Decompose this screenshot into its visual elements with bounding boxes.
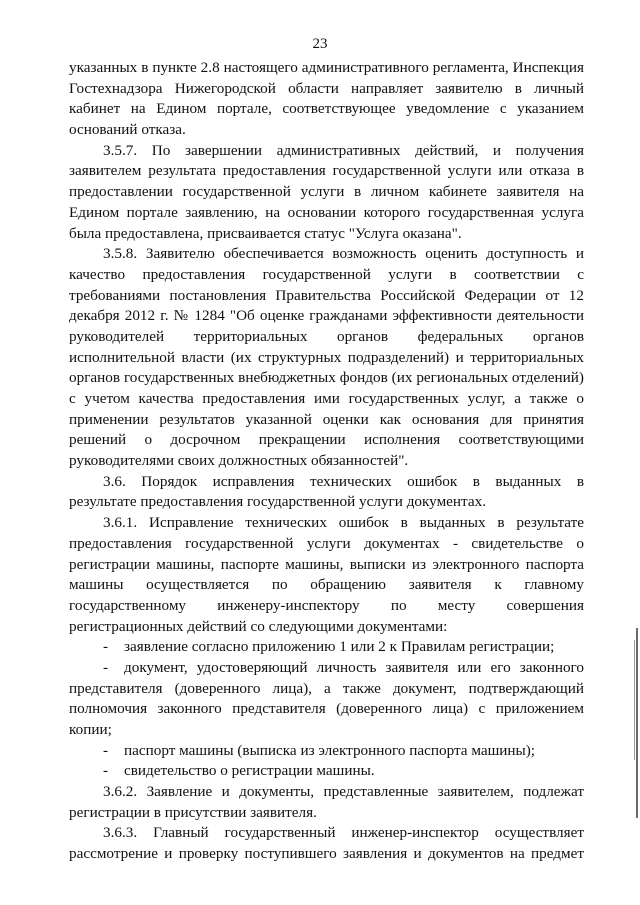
text-line: руководителями своих должностных обязанностей".	[69, 452, 409, 470]
text-line: кабинет на Едином портале, соответствующее уведомление с указанием	[69, 100, 584, 118]
text-line: требованиями постановления Правительства Российской Федерации от 12	[69, 286, 584, 304]
page-number: 23	[312, 36, 328, 52]
text-line: заявителем результата предоставления государственной услуги или отказа в	[69, 162, 584, 180]
bullet-dash: -	[103, 741, 109, 759]
paragraph-3-6-3	[69, 823, 584, 864]
text-line	[69, 761, 584, 782]
text-line: органов государственных внебюджетных фондов (их региональных отделений)	[69, 369, 584, 387]
bullet-item	[69, 741, 584, 762]
text-line: исполнительной власти (их структурных подразделений) и территориальных	[69, 348, 584, 366]
text-line: качество предоставления государственной услуги в соответствии с	[69, 265, 584, 283]
text-line: применении результатов указанной оценки как основания для принятия	[69, 410, 584, 428]
text-line: 3.6.3. Главный государственный инженер-инспектор осуществляет	[103, 824, 584, 842]
paragraph-3-6-2	[69, 782, 584, 823]
paragraph-3-5-8	[69, 244, 584, 472]
text-line: 3.6.2. Заявление и документы, представленные заявителем, подлежат	[103, 783, 584, 801]
text-line	[69, 637, 584, 658]
text-line: 3.5.8. Заявителю обеспечивается возможность оценить доступность и	[103, 245, 584, 263]
text-line: регистрационных действий со следующими документами:	[69, 617, 448, 635]
text-line	[69, 741, 584, 762]
bullet-text: документ, удостоверяющий личность заявителя или его законного	[124, 658, 584, 676]
bullet-item	[69, 658, 584, 741]
text-line: машины осуществляется по обращению заявителя к главному	[69, 576, 584, 594]
text-line: с учетом качества предоставления ими государственных услуг, а также о	[69, 390, 584, 407]
bullet-item	[69, 637, 584, 658]
text-line: декабря 2012 г. № 1284 "Об оценке гражданами эффективности деятельности	[69, 307, 584, 325]
bullet-dash: -	[103, 762, 109, 780]
paragraph-continuation	[69, 58, 584, 141]
scan-edge-mark	[634, 640, 635, 760]
bullet-dash: -	[103, 658, 109, 676]
text-line: полномочия законного представителя (доверенного лица) с приложением	[69, 700, 584, 718]
bullet-dash: -	[103, 638, 109, 656]
text-line: руководителей территориальных органов федеральных органов	[69, 327, 584, 345]
text-line: 3.6. Порядок исправления технических ошибок в выданных в	[103, 472, 584, 490]
bullet-text: свидетельство о регистрации машины.	[124, 762, 375, 780]
paragraph-3-5-7	[69, 141, 584, 244]
text-line: 3.6.1. Исправление технических ошибок в выданных в результате	[103, 514, 584, 532]
text-line	[69, 658, 584, 679]
bullet-text: паспорт машины (выписка из электронного паспорта машины);	[124, 741, 536, 759]
document-body	[69, 58, 584, 865]
text-line: копии;	[69, 721, 112, 738]
text-line: регистрации машины, паспорте машины, выписки из электронного паспорта	[69, 555, 584, 573]
text-line: Едином портале заявлению, на основании которого государственная услуга	[69, 203, 584, 221]
text-line: предоставления государственной услуги документах - свидетельстве о	[69, 534, 584, 552]
text-line: Гостехнадзора Нижегородской области направляет заявителю в личный	[69, 79, 584, 97]
paragraph-3-6-1	[69, 513, 584, 637]
text-line: решений о досрочном прекращении исполнения соответствующими	[69, 431, 584, 449]
text-line: регистрации в присутствии заявителя.	[69, 803, 317, 821]
bullet-text: заявление согласно приложению 1 или 2 к Правилам регистрации;	[124, 638, 555, 656]
scan-edge-mark	[636, 628, 638, 818]
text-line: 3.5.7. По завершении административных действий, и получения	[103, 141, 584, 159]
text-line: предоставлении государственной услуги в личном кабинете заявителя на	[69, 183, 584, 201]
text-line: оснований отказа.	[69, 121, 186, 139]
text-line: государственному инженеру-инспектору по месту совершения	[69, 596, 584, 614]
bullet-item	[69, 761, 584, 782]
text-line: была предоставлена, присваивается статус "Услуга оказана".	[69, 224, 462, 242]
text-line: рассмотрение и проверку поступившего заявления и документов на предмет	[69, 845, 584, 863]
text-line: указанных в пункте 2.8 настоящего административного регламента, Инспекция	[69, 59, 584, 76]
paragraph-3-6	[69, 472, 584, 513]
text-line: результате предоставления государственной услуги документах.	[69, 493, 487, 511]
text-line: представителя (доверенного лица), а также документ, подтверждающий	[69, 679, 584, 697]
